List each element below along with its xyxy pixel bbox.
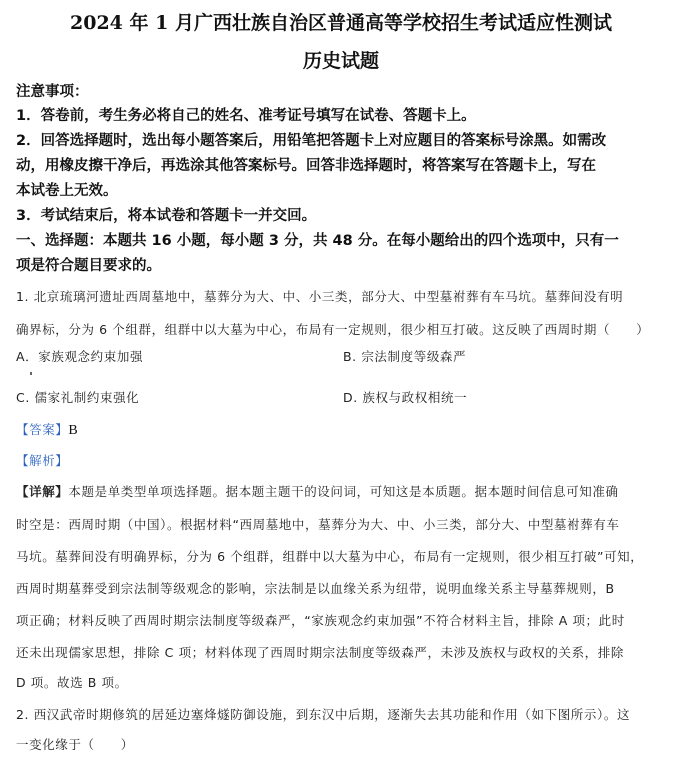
document-subtitle: 历史试题 [302,50,379,72]
stray-mark [30,372,32,375]
q1-detail-line-7: D 项。故选 B 项。 [16,675,128,690]
q1-stem-line-1: 1. 北京琉璃河遗址西周墓地中，墓葬分为大、中、小三类，部分大、中型墓祔葬有车马坑。墓葬间没有明 [16,289,624,304]
detail-label: 【详解】 [16,484,69,499]
section-header-line-2: 项是符合题目要求的。 [16,258,161,274]
document-title: 2024 年 1 月广西壮族自治区普通高等学校招生考试适应性测试 [70,12,612,34]
q1-answer [16,420,78,439]
q1-stem-line-2: 确界标，分为 6 个组群，组群中以大墓为中心，布局有一定规则，很少相互打破。这反映了西周时期（ ） [16,322,650,337]
q1-option-c: C. 儒家礼制约束强化 [16,390,140,405]
q1-analysis-label [16,451,68,469]
detail-text-1: 本题是单类型单项选择题。据本题主题干的设问词，可知这是本质题。据本题时间信息可知准确 [68,484,619,499]
notice-line-5: 3．考试结束后，将本试卷和答题卡一并交回。 [16,208,317,224]
q2-stem-line-2: 一变化缘于（ ） [16,737,134,752]
q1-detail-line-6: 还未出现儒家思想，排除 C 项；材料体现了西周时期宗法制度等级森严，未涉及族权与政权的关系，排除 [16,645,624,660]
notice-line-1: 1．答卷前，考生务必将自己的姓名、准考证号填写在试卷、答题卡上。 [16,108,476,124]
q1-detail-line-4: 西周时期墓葬受到宗法制等级观念的影响，宗法制是以血缘关系为纽带，说明血缘关系主导墓葬规则，B [16,581,615,596]
section-header-line-1: 一、选择题：本题共 16 小题，每小题 3 分，共 48 分。在每小题给出的四个选项中，只有一 [16,233,619,249]
q1-option-a: A．家族观念约束加强 [16,349,144,364]
notice-line-2: 2．回答选择题时，选出每小题答案后，用铅笔把答题卡上对应题目的答案标号涂黑。如需改 [16,133,607,149]
q1-option-b: B. 宗法制度等级森严 [343,349,467,364]
analysis-label: 【解析】 [16,453,69,468]
q1-option-d: D. 族权与政权相统一 [343,390,468,405]
answer-label: 【答案】 [16,422,69,437]
notice-heading: 注意事项： [16,84,89,100]
notice-line-3: 动，用橡皮擦干净后，再选涂其他答案标号。回答非选择题时，将答案写在答题卡上，写在 [16,158,596,174]
q1-detail-line-5: 项正确；材料反映了西周时期宗法制度等级森严，“家族观念约束加强”不符合材料主旨，排除 A 项；此时 [16,613,625,628]
q1-detail-line-1 [16,475,672,508]
q2-stem-line-1: 2. 西汉武帝时期修筑的居延边塞烽燧防御设施，到东汉中后期，逐渐失去其功能和作用（如下图所示）。这 [16,707,631,722]
notice-line-4: 本试卷上无效。 [16,183,118,199]
q1-detail-line-3: 马坑。墓葬间没有明确界标，分为 6 个组群，组群中以大墓为中心，布局有一定规则，很少相互打破”可知， [16,549,644,564]
q1-detail-line-2: 时空是：西周时期（中国）。根据材料“西周墓地中，墓葬分为大、中、小三类，部分大、中型墓祔葬有车 [16,517,620,532]
answer-value: B [68,423,79,438]
